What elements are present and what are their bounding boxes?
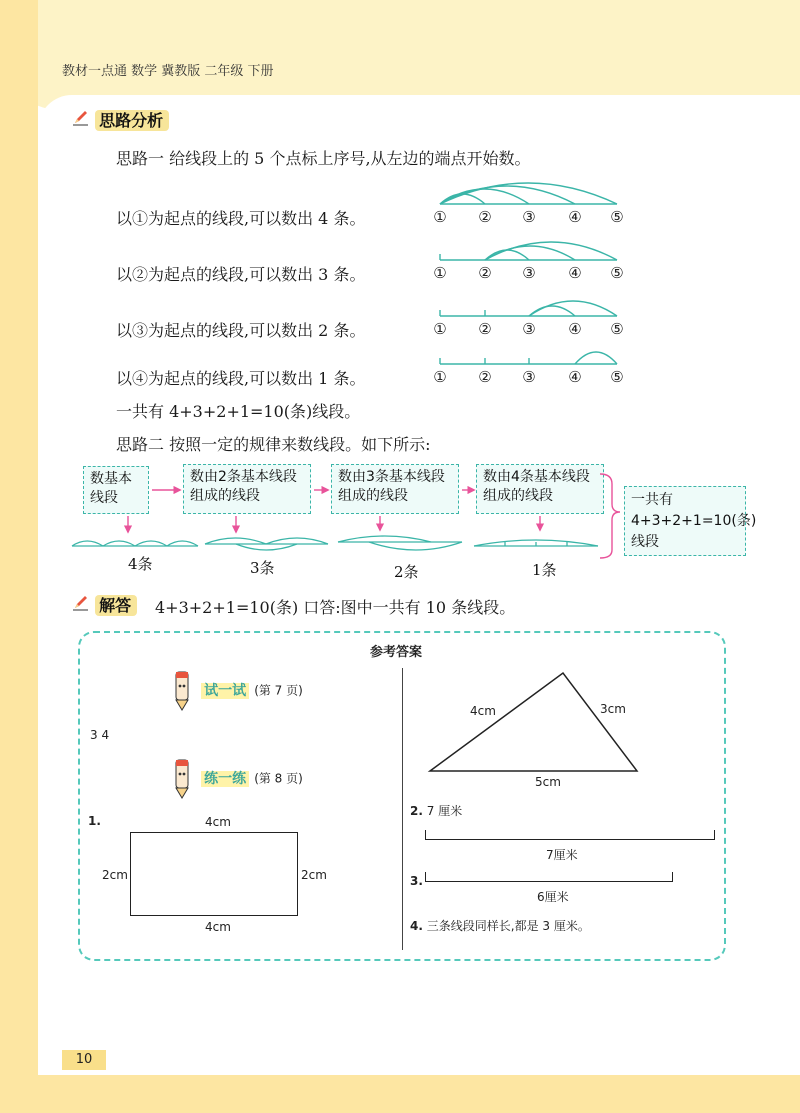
top-band — [0, 0, 800, 110]
idea1-text: 思路一 给线段上的 5 个点标上序号,从左边的端点开始数。 — [116, 149, 531, 168]
segment-6cm — [425, 872, 673, 882]
rect-right-label: 2cm — [301, 868, 327, 882]
try-badge: 试一试 — [201, 683, 249, 699]
idea2-text: 思路二 按照一定的规律来数线段。如下所示: — [116, 435, 431, 454]
try-section — [168, 668, 303, 712]
flow-diagram — [60, 470, 630, 560]
column-divider — [402, 668, 403, 950]
point-label: ① — [433, 264, 447, 282]
pencil-icon — [72, 108, 90, 126]
total-text: 一共有 4+3+2+1=10(条)线段。 — [116, 402, 361, 421]
try-answer: 3 4 — [90, 728, 110, 742]
point-label: ① — [433, 208, 447, 226]
point-label: ③ — [522, 368, 536, 386]
row-2-text: 以②为起点的线段,可以数出 3 条。 — [116, 265, 366, 284]
point-label: ⑤ — [610, 368, 624, 386]
q2-text: 7 厘米 — [426, 804, 463, 818]
try-page: (第 7 页) — [254, 683, 303, 698]
flow-box-2: 数由2条基本线段组成的线段 — [183, 464, 311, 514]
point-label: ② — [478, 320, 492, 338]
point-label: ① — [433, 320, 447, 338]
flow-box-3: 数由3条基本线段组成的线段 — [331, 464, 459, 514]
reference-title: 参考答案 — [370, 645, 423, 660]
q4 — [410, 917, 590, 934]
answer-heading — [72, 593, 137, 616]
left-band — [0, 0, 38, 1113]
q2-number: 2. — [410, 804, 423, 818]
q2-segment-label: 7厘米 — [546, 848, 578, 862]
pencil-mascot-icon — [168, 668, 196, 712]
tri-right-label: 3cm — [600, 702, 626, 716]
point-label: ③ — [522, 320, 536, 338]
point-label: ④ — [568, 320, 582, 338]
point-label: ③ — [522, 208, 536, 226]
q4-number: 4. — [410, 919, 423, 933]
rect-left-label: 2cm — [102, 868, 128, 882]
answer-text: 4+3+2+1=10(条) 口答:图中一共有 10 条线段。 — [155, 598, 516, 617]
point-label: ④ — [568, 264, 582, 282]
point-label: ② — [478, 264, 492, 282]
flow-box-1: 数基本线段 — [83, 466, 149, 514]
q1-number: 1. — [88, 814, 101, 828]
q2 — [410, 802, 462, 819]
rect-top-label: 4cm — [205, 815, 231, 829]
row-3-text: 以③为起点的线段,可以数出 2 条。 — [116, 321, 366, 340]
bottom-band — [0, 1075, 800, 1113]
segment-7cm — [425, 830, 715, 840]
analysis-title: 思路分析 — [95, 110, 169, 131]
row-1-text: 以①为起点的线段,可以数出 4 条。 — [116, 209, 366, 228]
practice-section — [168, 756, 303, 800]
practice-badge: 练一练 — [201, 771, 249, 787]
count-3: 2条 — [394, 563, 419, 581]
triangle-shape — [425, 668, 645, 778]
count-4: 1条 — [532, 561, 557, 579]
count-1: 4条 — [128, 555, 153, 573]
point-label: ⑤ — [610, 264, 624, 282]
q3-number: 3. — [410, 874, 423, 888]
page-number: 10 — [62, 1050, 106, 1070]
running-header: 教材一点通 数学 冀教版 二年级 下册 — [62, 64, 274, 79]
q4-text: 三条线段同样长,都是 3 厘米。 — [426, 919, 590, 933]
point-label: ⑤ — [610, 320, 624, 338]
point-label: ④ — [568, 208, 582, 226]
tri-left-label: 4cm — [470, 704, 496, 718]
point-label: ⑤ — [610, 208, 624, 226]
segment-diagrams — [425, 178, 640, 388]
q3-segment-label: 6厘米 — [537, 890, 569, 904]
answer-title: 解答 — [95, 595, 137, 616]
point-label: ② — [478, 368, 492, 386]
count-2: 3条 — [250, 559, 275, 577]
point-label: ② — [478, 208, 492, 226]
tri-bottom-label: 5cm — [535, 775, 561, 789]
row-4-text: 以④为起点的线段,可以数出 1 条。 — [116, 369, 366, 388]
pencil-mascot-icon — [168, 756, 196, 800]
rectangle-shape — [130, 832, 298, 916]
practice-page: (第 8 页) — [254, 771, 303, 786]
rect-bottom-label: 4cm — [205, 920, 231, 934]
pencil-icon — [72, 593, 90, 611]
flow-summary-box: 一共有4+3+2+1=10(条)线段 — [624, 486, 746, 556]
point-label: ① — [433, 368, 447, 386]
point-label: ③ — [522, 264, 536, 282]
analysis-heading — [72, 108, 169, 131]
flow-box-4: 数由4条基本线段组成的线段 — [476, 464, 604, 514]
point-label: ④ — [568, 368, 582, 386]
